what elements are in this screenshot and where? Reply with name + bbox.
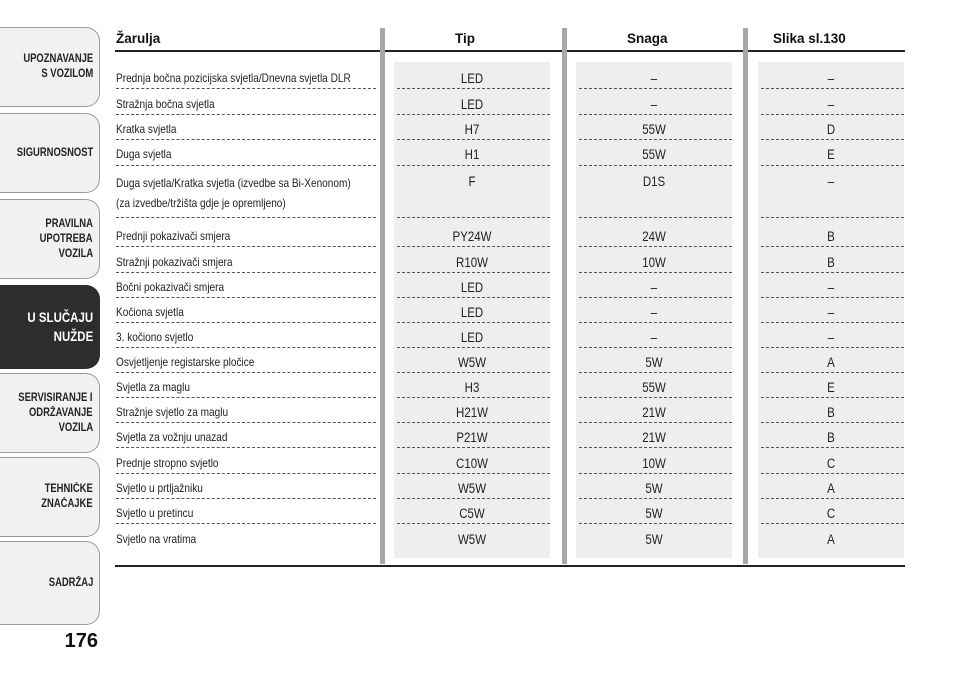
figure-cell: A bbox=[827, 355, 835, 370]
power-cell: – bbox=[650, 71, 658, 86]
nav-tab[interactable] bbox=[0, 285, 100, 369]
row-divider bbox=[761, 165, 904, 166]
row-divider bbox=[116, 397, 376, 398]
row-divider bbox=[116, 523, 376, 524]
row-divider bbox=[397, 114, 550, 115]
type-cell: F bbox=[468, 174, 476, 189]
nav-tab-label: S VOZILOM bbox=[41, 68, 93, 80]
nav-tab[interactable] bbox=[0, 113, 100, 193]
nav-tab-label: SADRŽAJ bbox=[48, 576, 93, 589]
type-cell: LED bbox=[460, 280, 484, 295]
row-divider bbox=[116, 447, 376, 448]
row-divider bbox=[761, 523, 904, 524]
power-cell: 24W bbox=[642, 229, 666, 244]
type-cell: PY24W bbox=[452, 229, 492, 244]
row-divider bbox=[761, 114, 904, 115]
row-divider bbox=[761, 422, 904, 423]
row-divider bbox=[761, 272, 904, 273]
row-label: Prednji pokazivači smjera bbox=[116, 229, 231, 243]
row-divider bbox=[397, 372, 550, 373]
row-label: Duga svjetla/Kratka svjetla (izvedbe sa Bi-Xenonom) bbox=[116, 176, 351, 190]
figure-cell: B bbox=[827, 255, 835, 270]
row-divider bbox=[116, 217, 376, 218]
power-cell: – bbox=[650, 97, 658, 112]
type-cell: H21W bbox=[456, 405, 488, 420]
row-divider bbox=[579, 297, 732, 298]
figure-cell: – bbox=[827, 305, 835, 320]
nav-tab-label: SERVISIRANJE I bbox=[18, 391, 93, 404]
figure-cell: E bbox=[827, 147, 835, 162]
nav-tab-label: UPOTREBA bbox=[40, 232, 93, 245]
nav-tab[interactable] bbox=[0, 373, 100, 453]
nav-tab[interactable] bbox=[0, 199, 100, 279]
table-bottom-rule bbox=[115, 565, 905, 567]
row-divider bbox=[397, 217, 550, 218]
column-separator bbox=[380, 28, 385, 564]
figure-cell: B bbox=[827, 405, 835, 420]
type-cell: W5W bbox=[457, 481, 487, 496]
row-divider bbox=[397, 523, 550, 524]
power-cell: 5W bbox=[645, 506, 663, 521]
type-cell: W5W bbox=[457, 355, 487, 370]
type-cell: H3 bbox=[464, 380, 480, 395]
row-label: Stražnji pokazivači smjera bbox=[116, 255, 233, 269]
row-label: Svjetla za vožnju unazad bbox=[116, 430, 228, 444]
power-cell: 55W bbox=[642, 380, 666, 395]
figure-cell: A bbox=[827, 532, 835, 547]
figure-cell: B bbox=[827, 229, 835, 244]
type-cell: LED bbox=[460, 330, 484, 345]
row-divider bbox=[579, 523, 732, 524]
page-number: 176 bbox=[64, 630, 98, 652]
row-label: Kratka svjetla bbox=[116, 122, 177, 136]
power-cell: 5W bbox=[645, 355, 663, 370]
row-divider bbox=[116, 88, 376, 89]
row-label: Svjetlo u pretincu bbox=[116, 506, 194, 520]
row-divider bbox=[579, 498, 732, 499]
row-divider bbox=[579, 217, 732, 218]
power-cell: D1S bbox=[642, 174, 666, 189]
power-cell: 21W bbox=[642, 430, 666, 445]
row-divider bbox=[397, 447, 550, 448]
row-divider bbox=[397, 498, 550, 499]
row-label: Prednje stropno svjetlo bbox=[116, 456, 219, 470]
row-label: 3. kočiono svjetlo bbox=[116, 330, 194, 344]
row-divider bbox=[116, 347, 376, 348]
row-divider bbox=[116, 139, 376, 140]
header-bulb: Žarulja bbox=[116, 31, 161, 46]
row-divider bbox=[397, 297, 550, 298]
row-divider bbox=[116, 272, 376, 273]
nav-tab-label: NUŽDE bbox=[53, 328, 93, 344]
row-divider bbox=[761, 347, 904, 348]
row-label: Duga svjetla bbox=[116, 147, 172, 161]
row-divider bbox=[116, 322, 376, 323]
type-cell: H1 bbox=[464, 147, 480, 162]
row-label: Kočiona svjetla bbox=[116, 305, 184, 319]
nav-tab[interactable] bbox=[0, 27, 100, 107]
row-divider bbox=[397, 347, 550, 348]
type-cell: C5W bbox=[459, 506, 485, 521]
nav-tab[interactable] bbox=[0, 541, 100, 625]
nav-tab-label: VOZILA bbox=[58, 247, 93, 260]
row-label: Stražnja bočna svjetla bbox=[116, 97, 215, 111]
row-divider bbox=[579, 372, 732, 373]
figure-cell: – bbox=[827, 174, 835, 189]
row-divider bbox=[761, 139, 904, 140]
header-type: Tip bbox=[455, 31, 475, 46]
figure-cell: – bbox=[827, 71, 835, 86]
row-divider bbox=[761, 498, 904, 499]
row-divider bbox=[116, 498, 376, 499]
row-divider bbox=[397, 246, 550, 247]
nav-tab-label: ZNAČAJKE bbox=[41, 498, 93, 510]
row-divider bbox=[579, 473, 732, 474]
row-divider bbox=[579, 447, 732, 448]
row-label: Stražnje svjetlo za maglu bbox=[116, 405, 229, 419]
nav-tab-label: SIGURNOSNOST bbox=[16, 146, 93, 159]
power-cell: 5W bbox=[645, 532, 663, 547]
row-divider bbox=[579, 139, 732, 140]
row-divider bbox=[116, 422, 376, 423]
power-cell: – bbox=[650, 305, 658, 320]
power-cell: 10W bbox=[642, 456, 666, 471]
row-divider bbox=[116, 473, 376, 474]
row-divider bbox=[579, 165, 732, 166]
row-label-note: (za izvedbe/tržišta gdje je opremljeno) bbox=[116, 196, 286, 210]
power-cell: – bbox=[650, 330, 658, 345]
figure-cell: C bbox=[826, 506, 836, 521]
nav-tab[interactable] bbox=[0, 457, 100, 537]
row-divider bbox=[579, 322, 732, 323]
power-cell: 55W bbox=[642, 122, 666, 137]
type-cell: LED bbox=[460, 305, 484, 320]
row-divider bbox=[116, 165, 376, 166]
figure-cell: – bbox=[827, 330, 835, 345]
figure-cell: D bbox=[826, 122, 836, 137]
row-label: Prednja bočna pozicijska svjetla/Dnevna svjetla DLR bbox=[116, 71, 351, 85]
power-cell: 10W bbox=[642, 255, 666, 270]
row-divider bbox=[579, 347, 732, 348]
figure-cell: – bbox=[827, 280, 835, 295]
row-divider bbox=[397, 88, 550, 89]
row-divider bbox=[397, 473, 550, 474]
row-divider bbox=[116, 114, 376, 115]
row-divider bbox=[397, 272, 550, 273]
row-divider bbox=[761, 297, 904, 298]
nav-tab-label: UPOZNAVANJE bbox=[23, 53, 93, 65]
row-divider bbox=[761, 322, 904, 323]
power-cell: 5W bbox=[645, 481, 663, 496]
figure-cell: C bbox=[826, 456, 836, 471]
row-label: Svjetlo u prtljažniku bbox=[116, 481, 203, 495]
row-divider bbox=[116, 297, 376, 298]
row-divider bbox=[116, 372, 376, 373]
row-divider bbox=[761, 88, 904, 89]
type-cell: H7 bbox=[464, 122, 480, 137]
row-divider bbox=[761, 447, 904, 448]
row-divider bbox=[761, 217, 904, 218]
figure-cell: E bbox=[827, 380, 835, 395]
row-label: Bočni pokazivači smjera bbox=[116, 280, 225, 294]
figure-cell: – bbox=[827, 97, 835, 112]
row-divider bbox=[397, 322, 550, 323]
power-cell: 21W bbox=[642, 405, 666, 420]
power-cell: 55W bbox=[642, 147, 666, 162]
row-label: Osvjetljenje registarske pločice bbox=[116, 355, 255, 369]
header-power: Snaga bbox=[627, 31, 668, 46]
row-divider bbox=[579, 88, 732, 89]
row-divider bbox=[761, 397, 904, 398]
row-divider bbox=[579, 422, 732, 423]
nav-tab-label: PRAVILNA bbox=[45, 217, 93, 230]
figure-cell: A bbox=[827, 481, 835, 496]
header-rule bbox=[115, 50, 905, 52]
nav-tab-label: ODRŽAVANJE bbox=[29, 406, 93, 419]
type-cell: C10W bbox=[456, 456, 488, 471]
type-cell: R10W bbox=[456, 255, 488, 270]
row-label: Svjetla za maglu bbox=[116, 380, 190, 394]
row-divider bbox=[761, 473, 904, 474]
row-divider bbox=[579, 114, 732, 115]
header-figure: Slika sl.130 bbox=[773, 31, 846, 46]
row-divider bbox=[579, 246, 732, 247]
row-divider bbox=[116, 246, 376, 247]
power-cell: – bbox=[650, 280, 658, 295]
row-divider bbox=[761, 246, 904, 247]
row-divider bbox=[397, 165, 550, 166]
type-cell: P21W bbox=[456, 430, 488, 445]
row-divider bbox=[397, 422, 550, 423]
nav-tab-label: TEHNIČKE bbox=[44, 483, 93, 495]
column-separator bbox=[743, 28, 748, 564]
type-cell: LED bbox=[460, 97, 484, 112]
row-divider bbox=[579, 397, 732, 398]
row-divider bbox=[579, 272, 732, 273]
nav-tab-label: VOZILA bbox=[58, 421, 93, 434]
figure-cell: B bbox=[827, 430, 835, 445]
row-label: Svjetlo na vratima bbox=[116, 532, 197, 546]
column-separator bbox=[562, 28, 567, 564]
row-divider bbox=[397, 397, 550, 398]
row-divider bbox=[397, 139, 550, 140]
row-divider bbox=[761, 372, 904, 373]
type-cell: W5W bbox=[457, 532, 487, 547]
type-cell: LED bbox=[460, 71, 484, 86]
nav-tab-label: U SLUČAJU bbox=[27, 309, 93, 325]
